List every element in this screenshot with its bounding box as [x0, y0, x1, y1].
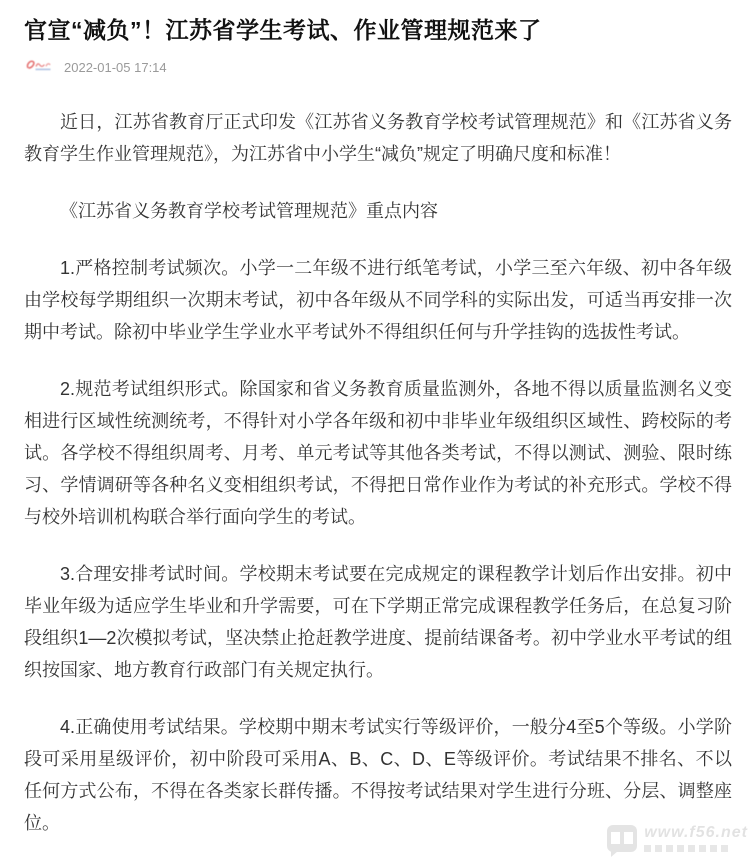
page-title: 官宣“减负”！江苏省学生考试、作业管理规范来了: [24, 17, 542, 43]
watermark-url: www.f56.net: [644, 824, 748, 841]
article-paragraph: 2.规范考试组织形式。除国家和省义务教育质量监测外，各地不得以质量监测名义变相进行区域性统测统考，不得针对小学各年级和初中非毕业年级组织区域性、跨校际的考试。各学校不得组织周考、月考、单元考试等其他各类考试，不得以测试、测验、限时练习、学情调研等各种名义变相组织考试，不得把日常作业作为考试的补充形式。学校不得与校外培训机构联合举行面向学生的考试。: [24, 379, 732, 527]
article-paragraph: 3.合理安排考试时间。学校期末考试要在完成规定的课程教学计划后作出安排。初中毕业年级为适应学生毕业和升学需要，可在下学期正常完成课程教学任务后，在总复习阶段组织1—2次模拟考试，坚决禁止抢赶教学进度、提前结课备考。初中学业水平考试的组织按国家、地方教育行政部门有关规定执行。: [24, 564, 732, 680]
article-body: [24, 106, 732, 839]
publish-timestamp: 2022-01-05 17:14: [64, 59, 167, 75]
article-paragraph: 《江苏省义务教育学校考试管理规范》重点内容: [60, 201, 438, 221]
article-paragraph: 4.正确使用考试结果。学校期中期末考试实行等级评价，一般分4至5个等级。小学阶段可采用星级评价，初中阶段可采用A、B、C、D、E等级评价。考试结果不排名、不以任何方式公布，不得在各类家长群传播。不得按考试结果对学生进行分班、分层、调整座位。: [24, 717, 732, 833]
article-meta: [24, 58, 732, 76]
article-paragraph: 1.严格控制考试频次。小学一二年级不进行纸笔考试，小学三至六年级、初中各年级由学校每学期组织一次期末考试，初中各年级从不同学科的实际出发，可适当再安排一次期中考试。除初中毕业学生学业水平考试外不得组织任何与升学挂钩的选拔性考试。: [24, 258, 732, 342]
publisher-logo-icon: [24, 58, 54, 77]
article-paragraph: 近日，江苏省教育厅正式印发《江苏省义务教育学校考试管理规范》和《江苏省义务教育学生作业管理规范》，为江苏省中小学生“减负”规定了明确尺度和标准！: [24, 112, 732, 164]
watermark-subtext: [644, 845, 748, 852]
